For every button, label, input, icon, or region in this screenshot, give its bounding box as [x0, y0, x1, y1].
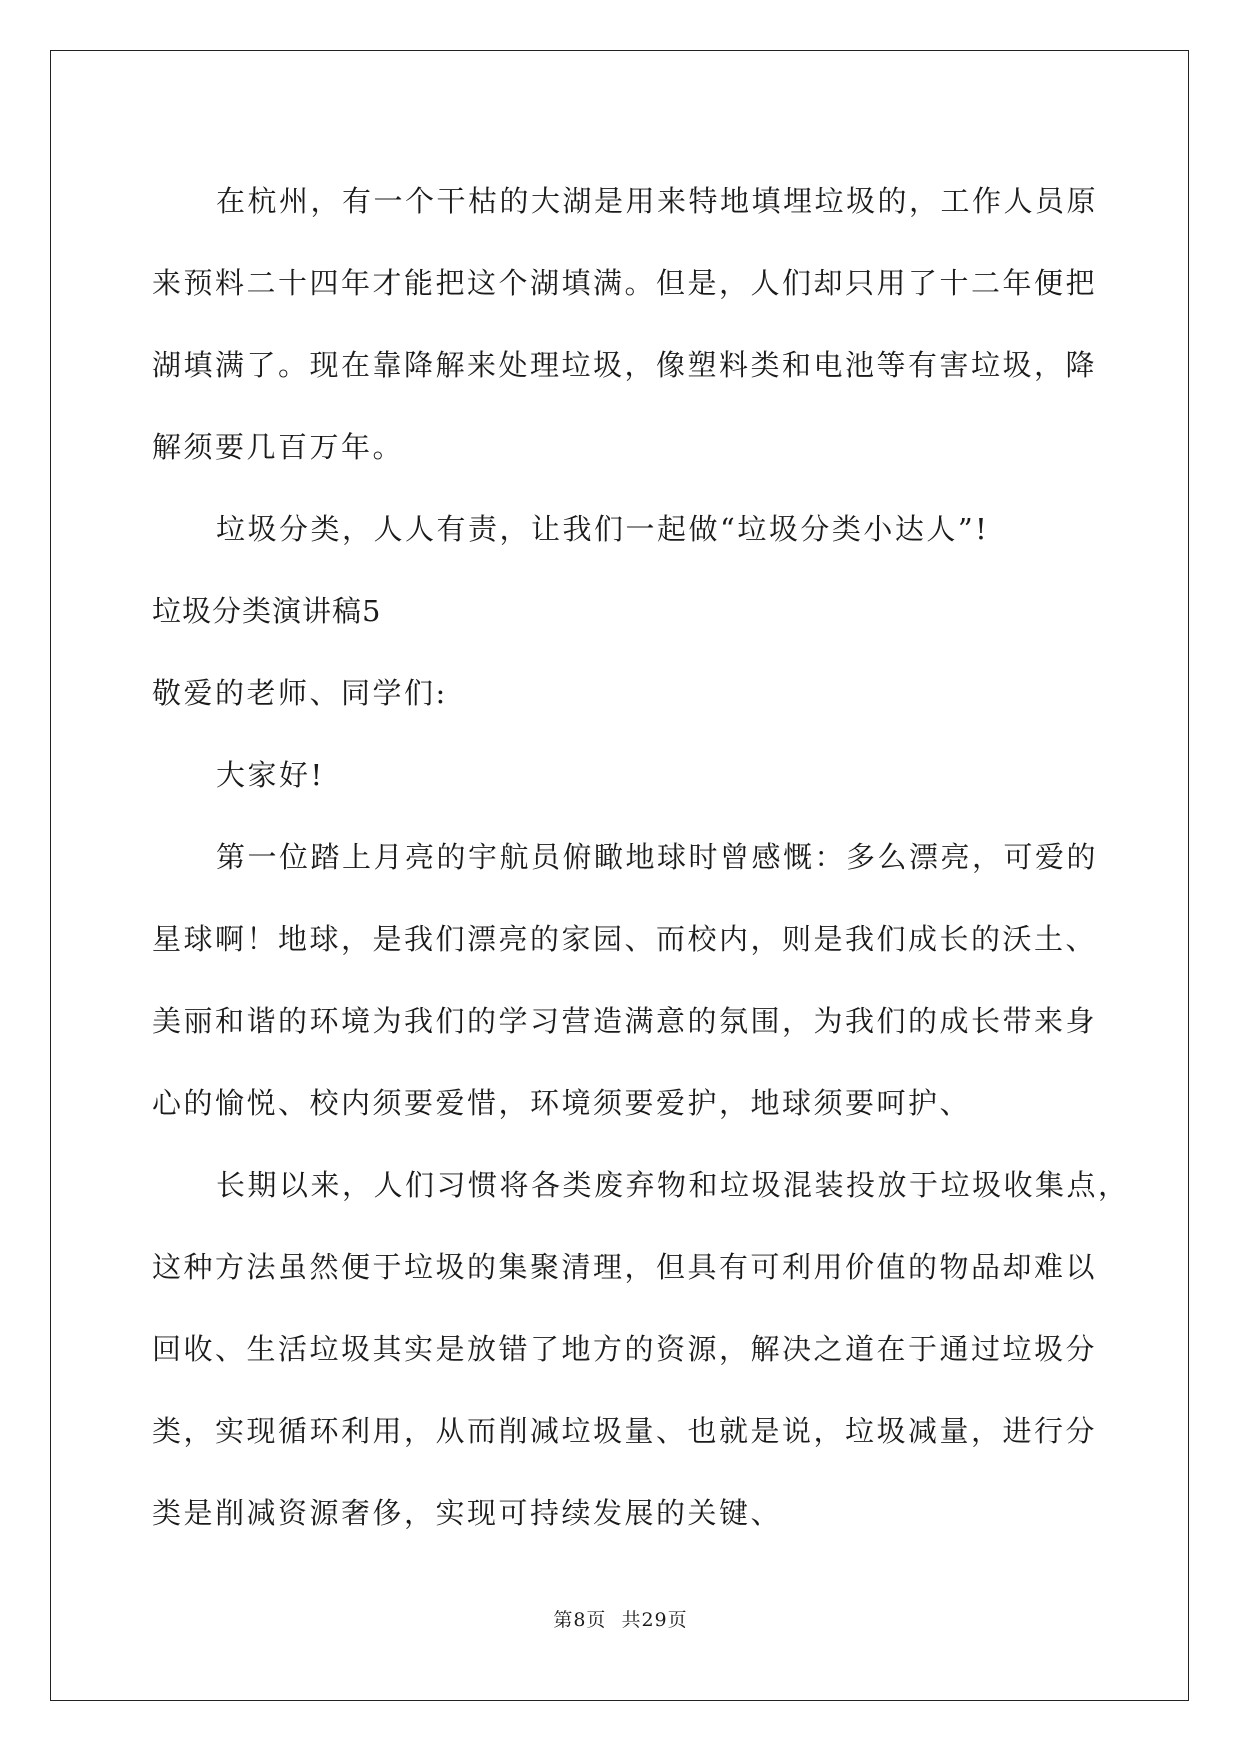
paragraph-line: 心的愉悦、校内须要爱惜，环境须要爱护，地球须要呵护、: [152, 1086, 972, 1120]
paragraph-line: 来预料二十四年才能把这个湖填满。但是，人们却只用了十二年便把: [152, 266, 1098, 300]
paragraph-line: 解须要几百万年。: [152, 430, 405, 464]
paragraph-line: 湖填满了。现在靠降解来处理垃圾，像塑料类和电池等有害垃圾，降: [152, 348, 1098, 382]
paragraph-line: 垃圾分类，人人有责，让我们一起做“垃圾分类小达人”!: [216, 512, 990, 546]
page-footer: [0, 1605, 1241, 1632]
paragraph-line: 长期以来，人们习惯将各类废弃物和垃圾混装投放于垃圾收集点，: [216, 1168, 1130, 1202]
paragraph-line: 在杭州，有一个干枯的大湖是用来特地填埋垃圾的，工作人员原: [216, 184, 1099, 218]
paragraph-line: 类，实现循环利用，从而削减垃圾量、也就是说，垃圾减量，进行分: [152, 1414, 1098, 1448]
section-heading: 垃圾分类演讲稿5: [152, 594, 382, 628]
document-body: [152, 160, 1130, 1554]
page-number: 第8页: [553, 1609, 607, 1631]
page-total: 共29页: [621, 1609, 688, 1631]
paragraph-line: 类是削减资源奢侈，实现可持续发展的关键、: [152, 1496, 783, 1530]
paragraph-line: 回收、生活垃圾其实是放错了地方的资源，解决之道在于通过垃圾分: [152, 1332, 1098, 1366]
paragraph-line: 这种方法虽然便于垃圾的集聚清理，但具有可利用价值的物品却难以: [152, 1250, 1098, 1284]
paragraph-line: 美丽和谐的环境为我们的学习营造满意的氛围，为我们的成长带来身: [152, 1004, 1098, 1038]
greeting: 大家好!: [216, 758, 325, 792]
paragraph-line: 星球啊！地球，是我们漂亮的家园、而校内，则是我们成长的沃土、: [152, 922, 1098, 956]
paragraph-line: 第一位踏上月亮的宇航员俯瞰地球时曾感慨：多么漂亮，可爱的: [216, 840, 1099, 874]
salutation: 敬爱的老师、同学们:: [152, 676, 448, 710]
